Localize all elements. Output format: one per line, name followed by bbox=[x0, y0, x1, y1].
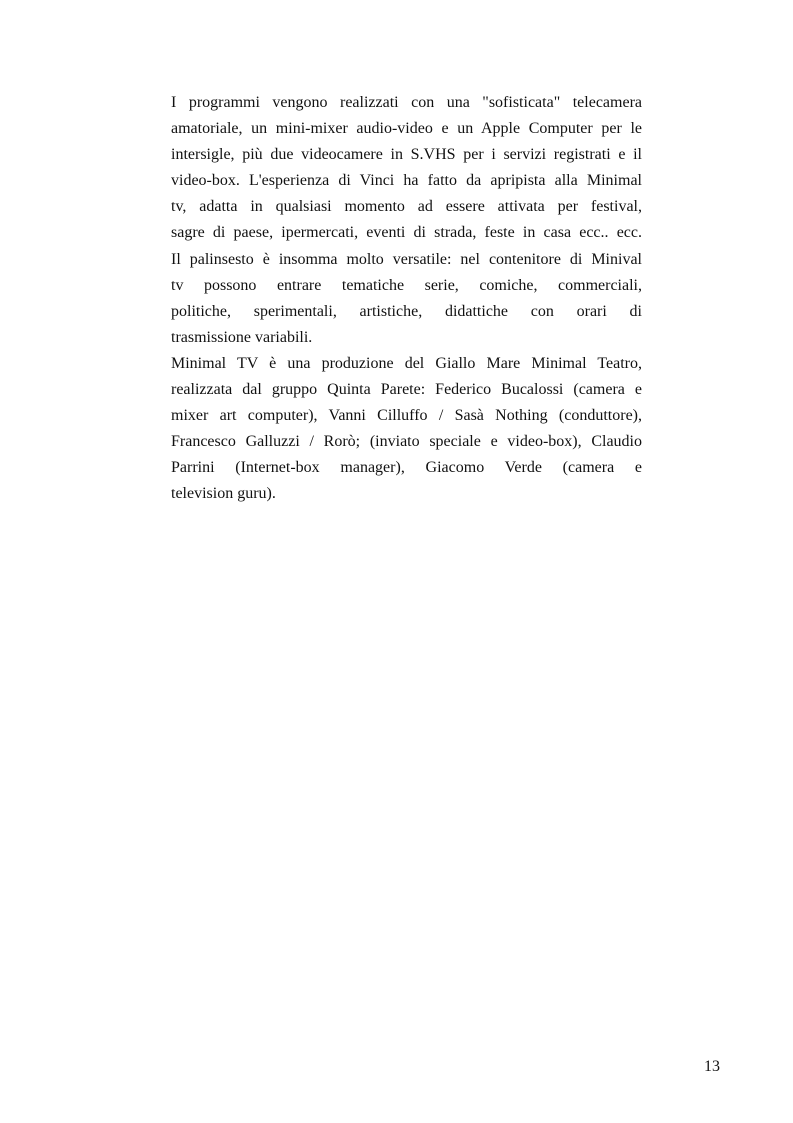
text-line: sagre di paese, ipermercati, eventi di strada, feste in casa ecc.. ecc. bbox=[171, 224, 642, 242]
paragraph-minimal-tv-credits bbox=[171, 351, 642, 508]
text-line: Il palinsesto è insomma molto versatile: nel contenitore di Minival bbox=[171, 250, 642, 268]
text-line: video-box. L'esperienza di Vinci ha fatto da apripista alla Minimal bbox=[171, 172, 642, 190]
text-line: tv possono entrare tematiche serie, comiche, commerciali, bbox=[171, 276, 642, 294]
text-line: mixer art computer), Vanni Cilluffo / Sasà Nothing (conduttore), bbox=[171, 407, 642, 425]
text-line: realizzata dal gruppo Quinta Parete: Federico Bucalossi (camera e bbox=[171, 381, 642, 399]
text-line: tv, adatta in qualsiasi momento ad essere attivata per festival, bbox=[171, 198, 642, 216]
paragraph-minimal-tv-programs bbox=[171, 90, 642, 351]
text-line: Francesco Galluzzi / Rorò; (inviato speciale e video-box), Claudio bbox=[171, 433, 642, 451]
text-line: Parrini (Internet-box manager), Giacomo Verde (camera e bbox=[171, 459, 642, 477]
text-line: television guru). bbox=[171, 485, 276, 503]
text-line: Minimal TV è una produzione del Giallo Mare Minimal Teatro, bbox=[171, 354, 642, 372]
body-text bbox=[171, 90, 642, 508]
text-line: I programmi vengono realizzati con una "sofisticata" telecamera bbox=[171, 94, 642, 111]
page-number: 13 bbox=[704, 1058, 720, 1075]
text-line: trasmissione variabili. bbox=[171, 328, 313, 346]
text-line: politiche, sperimentali, artistiche, didattiche con orari di bbox=[171, 302, 642, 320]
text-line: intersigle, più due videocamere in S.VHS per i servizi registrati e il bbox=[171, 146, 642, 164]
text-line: amatoriale, un mini-mixer audio-video e un Apple Computer per le bbox=[171, 120, 642, 138]
